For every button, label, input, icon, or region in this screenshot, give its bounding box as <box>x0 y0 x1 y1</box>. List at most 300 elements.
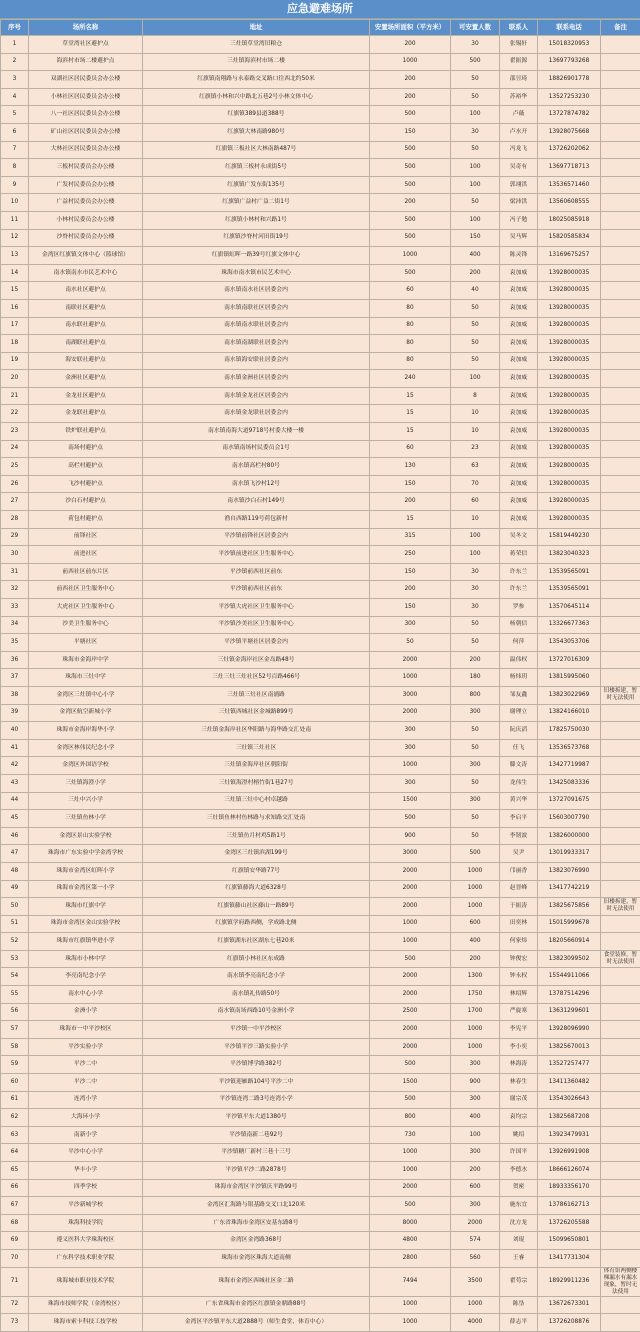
cell-area: 15 <box>370 405 451 423</box>
cell-note <box>601 387 640 405</box>
table-row <box>1 915 640 933</box>
cell-address: 红旗镇学府路西侧，学成路北侧 <box>143 915 370 933</box>
cell-capacity: 50 <box>451 739 500 757</box>
cell-capacity: 50 <box>451 299 500 317</box>
cell-address: 红旗镇三板社区大林南路487号 <box>143 141 370 159</box>
cell-address: 三灶镇金海岸社区华阳路与海华路交汇处南 <box>143 722 370 740</box>
table-row <box>1 933 640 951</box>
cell-note <box>601 1144 640 1162</box>
cell-index: 5 <box>1 106 29 124</box>
cell-capacity: 200 <box>451 651 500 669</box>
cell-capacity: 30 <box>451 581 500 599</box>
cell-address: 红旗镇藤山社区藤山一路89号 <box>143 898 370 916</box>
cell-note <box>601 352 640 370</box>
cell-index: 50 <box>1 898 29 916</box>
cell-capacity: 200 <box>451 264 500 282</box>
table-row <box>1 71 640 89</box>
cell-contact: 吴马辉 <box>500 229 538 247</box>
cell-index: 10 <box>1 194 29 212</box>
cell-note <box>601 1109 640 1127</box>
cell-address: 红旗镇安华路77号 <box>143 862 370 880</box>
cell-address: 南水镇南水联社居委会内 <box>143 317 370 335</box>
cell-area: 2000 <box>370 880 451 898</box>
cell-index: 12 <box>1 229 29 247</box>
cell-address: 三灶镇三灶社区南浦路 <box>143 686 370 704</box>
cell-index: 19 <box>1 352 29 370</box>
cell-index: 48 <box>1 862 29 880</box>
cell-phone: 13417731304 <box>538 1249 601 1267</box>
header-note: 备注 <box>601 20 640 36</box>
cell-phone: 13417742219 <box>538 880 601 898</box>
table-row <box>1 1003 640 1021</box>
cell-address: 平沙镇平沙二路2878号 <box>143 1162 370 1180</box>
cell-phone: 13823076990 <box>538 862 601 880</box>
cell-note <box>601 176 640 194</box>
cell-capacity: 50 <box>451 722 500 740</box>
table-row <box>1 493 640 511</box>
cell-address: 红旗镇广益村广益二街1号 <box>143 194 370 212</box>
table-row <box>1 440 640 458</box>
cell-note <box>601 229 640 247</box>
table-row <box>1 247 640 265</box>
cell-name: 金湾区航空新城小学 <box>29 704 143 722</box>
cell-area: 1000 <box>370 757 451 775</box>
cell-phone: 13631299601 <box>538 1003 601 1021</box>
cell-note <box>601 827 640 845</box>
cell-name: 金龙联社避护点 <box>29 405 143 423</box>
cell-address: 平沙镇平塘社区居委会内 <box>143 634 370 652</box>
cell-name: 四季学校 <box>29 1179 143 1197</box>
cell-name: 沙脊村民委员会办公楼 <box>29 229 143 247</box>
cell-phone: 13825675856 <box>538 898 601 916</box>
cell-address: 平沙镇一中平沙校区 <box>143 1021 370 1039</box>
table-row <box>1 757 640 775</box>
cell-index: 58 <box>1 1038 29 1056</box>
cell-index: 53 <box>1 950 29 968</box>
cell-contact: 袁加威 <box>500 475 538 493</box>
cell-phone: 13560608555 <box>538 194 601 212</box>
table-row <box>1 1126 640 1144</box>
cell-area: 1000 <box>370 1144 451 1162</box>
cell-address: 平沙镇大虎社区卫生服务中心 <box>143 599 370 617</box>
header-capacity: 可安置人数 <box>451 20 500 36</box>
cell-capacity: 574 <box>451 1232 500 1250</box>
cell-note <box>601 123 640 141</box>
cell-note <box>601 71 640 89</box>
cell-area: 60 <box>370 440 451 458</box>
table-row <box>1 599 640 617</box>
cell-address: 三灶镇海澄村榕竹街1巷27号 <box>143 774 370 792</box>
cell-address: 南水镇南水社区居委会内 <box>143 282 370 300</box>
cell-contact: 袁加威 <box>500 511 538 529</box>
cell-area: 15 <box>370 511 451 529</box>
cell-area: 200 <box>370 88 451 106</box>
cell-area: 300 <box>370 739 451 757</box>
cell-phone: 15099650801 <box>538 1232 601 1250</box>
table-row <box>1 511 640 529</box>
cell-index: 41 <box>1 739 29 757</box>
cell-contact: 于振涛 <box>500 898 538 916</box>
cell-note <box>601 194 640 212</box>
table-row <box>1 123 640 141</box>
table-row <box>1 1249 640 1267</box>
table-row <box>1 229 640 247</box>
cell-phone: 15603007790 <box>538 810 601 828</box>
cell-note <box>601 546 640 564</box>
cell-contact: 刘琨 <box>500 1232 538 1250</box>
cell-note <box>601 739 640 757</box>
cell-contact: 贺密 <box>500 1179 538 1197</box>
cell-phone: 13926991908 <box>538 1144 601 1162</box>
cell-contact: 苏裕华 <box>500 88 538 106</box>
cell-contact: 袁加威 <box>500 387 538 405</box>
cell-phone: 15820585834 <box>538 229 601 247</box>
cell-contact: 袁加威 <box>500 440 538 458</box>
cell-index: 63 <box>1 1126 29 1144</box>
table-row <box>1 106 640 124</box>
cell-note <box>601 1214 640 1232</box>
cell-contact: 梁沛洪 <box>500 194 538 212</box>
cell-name: 三灶镇鱼林小学 <box>29 810 143 828</box>
shelter-table <box>0 19 640 1332</box>
table-row <box>1 1162 640 1180</box>
cell-name: 前西社区卫生服务中心 <box>29 581 143 599</box>
cell-contact: 谢理立 <box>500 704 538 722</box>
cell-contact: 薛志平 <box>500 1314 538 1332</box>
cell-contact: 谢宗茂 <box>500 1091 538 1109</box>
table-row <box>1 651 640 669</box>
cell-contact: 李宪平 <box>500 1021 538 1039</box>
cell-index: 61 <box>1 1091 29 1109</box>
cell-note <box>601 1091 640 1109</box>
cell-area: 1000 <box>370 669 451 687</box>
cell-note <box>601 634 640 652</box>
cell-phone: 13539565091 <box>538 581 601 599</box>
cell-area: 730 <box>370 1126 451 1144</box>
cell-index: 8 <box>1 159 29 177</box>
cell-contact: 许国平 <box>500 1144 538 1162</box>
cell-index: 44 <box>1 792 29 810</box>
table-row <box>1 1267 640 1296</box>
cell-capacity: 40 <box>451 282 500 300</box>
cell-name: 平沙新城学校 <box>29 1197 143 1215</box>
cell-phone: 17825750030 <box>538 722 601 740</box>
cell-address: 三灶镇三灶中心村卓越路 <box>143 792 370 810</box>
table-row <box>1 686 640 704</box>
cell-capacity: 1000 <box>451 1021 500 1039</box>
cell-name: 珠海市金湾区虹晖小学 <box>29 862 143 880</box>
cell-address: 广东省珠海市金湾区红旗镇金鼎路88号 <box>143 1296 370 1314</box>
cell-phone: 18205660914 <box>538 933 601 951</box>
cell-capacity: 50 <box>451 71 500 89</box>
cell-capacity: 30 <box>451 36 500 54</box>
cell-name: 海滨村市场二楼避护点 <box>29 53 143 71</box>
cell-index: 21 <box>1 387 29 405</box>
cell-note <box>601 423 640 441</box>
cell-phone: 13823040323 <box>538 546 601 564</box>
cell-phone: 13928096990 <box>538 1021 601 1039</box>
table-row <box>1 1214 640 1232</box>
cell-note <box>601 211 640 229</box>
cell-area: 240 <box>370 370 451 388</box>
cell-area: 2500 <box>370 1003 451 1021</box>
cell-contact: 姚绍 <box>500 1126 538 1144</box>
cell-phone: 18666126074 <box>538 1162 601 1180</box>
cell-index: 43 <box>1 774 29 792</box>
cell-contact: 吴奇有 <box>500 159 538 177</box>
cell-area: 200 <box>370 581 451 599</box>
cell-phone: 13825670013 <box>538 1038 601 1056</box>
cell-phone: 15015999678 <box>538 915 601 933</box>
cell-area: 315 <box>370 528 451 546</box>
cell-index: 4 <box>1 88 29 106</box>
cell-name: 金湾区景山实验学校 <box>29 827 143 845</box>
table-row <box>1 88 640 106</box>
cell-capacity: 300 <box>451 1091 500 1109</box>
cell-phone: 13787514296 <box>538 986 601 1004</box>
cell-name: 南场村避护点 <box>29 440 143 458</box>
cell-note <box>601 1038 640 1056</box>
cell-capacity: 100 <box>451 176 500 194</box>
cell-capacity: 500 <box>451 845 500 863</box>
cell-area: 2800 <box>370 1249 451 1267</box>
cell-address: 南水镇海安联社居委会内 <box>143 352 370 370</box>
cell-area: 2000 <box>370 1038 451 1056</box>
table-row <box>1 862 640 880</box>
cell-index: 35 <box>1 634 29 652</box>
cell-capacity: 600 <box>451 915 500 933</box>
cell-note: 体育馆两侧楼梯漏水有漏水现象，暂时无法使用 <box>601 1267 640 1296</box>
cell-name: 珠海市金湾区金山实验学校 <box>29 915 143 933</box>
cell-name: 沙美卫生服务中心 <box>29 616 143 634</box>
cell-note: 旧楼拆建，暂时无法使用 <box>601 686 640 704</box>
cell-address: 广东省珠海市金湾区安基东路8号 <box>143 1214 370 1232</box>
table-row <box>1 1314 640 1332</box>
cell-index: 57 <box>1 1021 29 1039</box>
cell-phone: 13928075668 <box>538 123 601 141</box>
cell-contact: 钟俊宏 <box>500 950 538 968</box>
cell-capacity: 200 <box>451 1162 500 1180</box>
cell-note <box>601 1179 640 1197</box>
cell-capacity: 400 <box>451 247 500 265</box>
cell-index: 3 <box>1 71 29 89</box>
cell-contact: 许东兰 <box>500 563 538 581</box>
cell-note <box>601 616 640 634</box>
table-row <box>1 528 640 546</box>
cell-name: 珠海市广东实验中学金湾学校 <box>29 845 143 863</box>
cell-contact: 田奕林 <box>500 915 538 933</box>
cell-contact: 邵昱琦 <box>500 71 538 89</box>
table-row <box>1 387 640 405</box>
cell-area: 1000 <box>370 915 451 933</box>
cell-phone: 13539565091 <box>538 563 601 581</box>
cell-phone: 13726208876 <box>538 1314 601 1332</box>
cell-area: 2000 <box>370 651 451 669</box>
cell-area: 80 <box>370 299 451 317</box>
cell-contact: 袁加威 <box>500 493 538 511</box>
cell-address: 珠海市金湾区平沙镇庆平路99号 <box>143 1179 370 1197</box>
cell-area: 3000 <box>370 845 451 863</box>
cell-contact: 黄兴华 <box>500 792 538 810</box>
cell-index: 67 <box>1 1197 29 1215</box>
cell-address: 三灶镇草堂湾旧粮仓 <box>143 36 370 54</box>
cell-area: 130 <box>370 458 451 476</box>
cell-contact: 杨朝信 <box>500 616 538 634</box>
cell-capacity: 50 <box>451 810 500 828</box>
cell-name: 珠海科技学院 <box>29 1214 143 1232</box>
cell-note <box>601 880 640 898</box>
cell-address: 三灶镇鱼林村鱼林路与求知路交汇处南 <box>143 810 370 828</box>
cell-area: 15 <box>370 387 451 405</box>
cell-index: 24 <box>1 440 29 458</box>
cell-contact: 邹友鑫 <box>500 686 538 704</box>
cell-contact: 阮庆滔 <box>500 722 538 740</box>
cell-address: 三灶三灶三灶社区52号百路466号 <box>143 669 370 687</box>
cell-name: 前西社区前东片区 <box>29 563 143 581</box>
cell-address: 红旗镇小林村和兴路1号 <box>143 211 370 229</box>
cell-name: 八一社区居民委员会办公楼 <box>29 106 143 124</box>
cell-address: 平沙镇前锋社区居委会内 <box>143 528 370 546</box>
table-row <box>1 986 640 1004</box>
cell-capacity: 150 <box>451 229 500 247</box>
cell-capacity: 100 <box>451 528 500 546</box>
cell-capacity: 50 <box>451 194 500 212</box>
cell-address: 平沙镇连湾二路3号连湾小学 <box>143 1091 370 1109</box>
cell-name: 南新小学 <box>29 1126 143 1144</box>
cell-contact: 沈方龙 <box>500 1214 538 1232</box>
cell-note <box>601 475 640 493</box>
cell-name: 矿山社区居民委员会办公楼 <box>29 123 143 141</box>
cell-capacity: 8 <box>451 387 500 405</box>
cell-index: 39 <box>1 704 29 722</box>
cell-area: 500 <box>370 264 451 282</box>
cell-name: 金湾区外国语学校 <box>29 757 143 775</box>
cell-area: 500 <box>370 1197 451 1215</box>
cell-phone: 13826000000 <box>538 827 601 845</box>
cell-name: 连湾小学 <box>29 1091 143 1109</box>
cell-area: 2000 <box>370 1021 451 1039</box>
cell-area: 2000 <box>370 1179 451 1197</box>
cell-name: 飞沙村避护点 <box>29 475 143 493</box>
cell-contact: 赵晋峰 <box>500 880 538 898</box>
cell-contact: 林春生 <box>500 1074 538 1092</box>
cell-phone: 13326677363 <box>538 616 601 634</box>
table-row <box>1 370 640 388</box>
cell-index: 70 <box>1 1249 29 1267</box>
table-row <box>1 810 640 828</box>
cell-contact: 冯子勉 <box>500 211 538 229</box>
cell-capacity: 300 <box>451 1197 500 1215</box>
cell-address: 平沙镇沙美社区卫生服务中心 <box>143 616 370 634</box>
cell-capacity: 4000 <box>451 1314 500 1332</box>
cell-capacity: 50 <box>451 827 500 845</box>
cell-name: 金洲小学 <box>29 1003 143 1021</box>
cell-name: 海安联社避护点 <box>29 352 143 370</box>
cell-address: 南水镇金洲社区居委会内 <box>143 370 370 388</box>
cell-note <box>601 933 640 951</box>
cell-address: 南水镇南海大道9718号村委大楼一楼 <box>143 423 370 441</box>
cell-note <box>601 792 640 810</box>
header-address: 地址 <box>143 20 370 36</box>
cell-capacity: 100 <box>451 370 500 388</box>
table-row <box>1 299 640 317</box>
cell-phone: 13019933317 <box>538 845 601 863</box>
cell-phone: 13536571460 <box>538 176 601 194</box>
cell-note <box>601 1232 640 1250</box>
cell-note: 食堂装修，暂时无法使用 <box>601 950 640 968</box>
cell-address: 平沙镇迎雁路104号平沙二中 <box>143 1074 370 1092</box>
cell-phone: 13411360482 <box>538 1074 601 1092</box>
table-row <box>1 1144 640 1162</box>
cell-contact: 卢薇 <box>500 106 538 124</box>
cell-area: 900 <box>370 827 451 845</box>
cell-phone: 13697793268 <box>538 53 601 71</box>
cell-note <box>601 53 640 71</box>
cell-contact: 袁加威 <box>500 352 538 370</box>
cell-address: 红旗镇沙脊村河田街19号 <box>143 229 370 247</box>
cell-capacity: 300 <box>451 704 500 722</box>
header-contact: 联系人 <box>500 20 538 36</box>
cell-name: 三灶镇海澄小学 <box>29 774 143 792</box>
cell-phone: 13536573768 <box>538 739 601 757</box>
cell-name: 珠海市红旗中学 <box>29 898 143 916</box>
table-row <box>1 1109 640 1127</box>
cell-contact: 翟苟宗 <box>500 1267 538 1296</box>
cell-note <box>601 493 640 511</box>
table-row <box>1 1197 640 1215</box>
cell-address: 红旗镇广发东街135号 <box>143 176 370 194</box>
cell-address: 南水镇金龙联社居委会内 <box>143 405 370 423</box>
cell-phone: 13543026643 <box>538 1091 601 1109</box>
cell-capacity: 10 <box>451 423 500 441</box>
cell-area: 2000 <box>370 862 451 880</box>
cell-area: 250 <box>370 546 451 564</box>
cell-address: 南水镇南场村民委员会1号 <box>143 440 370 458</box>
cell-contact: 吴尹 <box>500 845 538 863</box>
cell-address: 红旗镇389县道388号 <box>143 106 370 124</box>
cell-phone: 13527253230 <box>538 88 601 106</box>
table-row <box>1 792 640 810</box>
cell-capacity: 50 <box>451 774 500 792</box>
cell-index: 62 <box>1 1109 29 1127</box>
cell-contact: 陈垦 <box>500 1296 538 1314</box>
table-row <box>1 1021 640 1039</box>
cell-address: 南水镇礼传路50号 <box>143 986 370 1004</box>
cell-area: 8000 <box>370 1214 451 1232</box>
cell-index: 71 <box>1 1267 29 1296</box>
cell-contact: 袁加威 <box>500 458 538 476</box>
cell-name: 平沙二中 <box>29 1074 143 1092</box>
cell-index: 45 <box>1 810 29 828</box>
cell-area: 4800 <box>370 1232 451 1250</box>
cell-phone: 13543053706 <box>538 634 601 652</box>
cell-name: 双湖社区居民委员会办公楼 <box>29 71 143 89</box>
cell-address: 三灶镇三灶社区 <box>143 739 370 757</box>
table-row <box>1 1074 640 1092</box>
cell-capacity: 50 <box>451 616 500 634</box>
cell-capacity: 3500 <box>451 1267 500 1296</box>
cell-index: 23 <box>1 423 29 441</box>
cell-index: 13 <box>1 247 29 265</box>
cell-index: 6 <box>1 123 29 141</box>
cell-capacity: 300 <box>451 757 500 775</box>
cell-name: 华丰小学 <box>29 1162 143 1180</box>
cell-capacity: 600 <box>451 1179 500 1197</box>
cell-capacity: 1000 <box>451 880 500 898</box>
cell-area: 50 <box>370 634 451 652</box>
cell-address: 南水镇李亮南纪念小学 <box>143 968 370 986</box>
table-row <box>1 546 640 564</box>
